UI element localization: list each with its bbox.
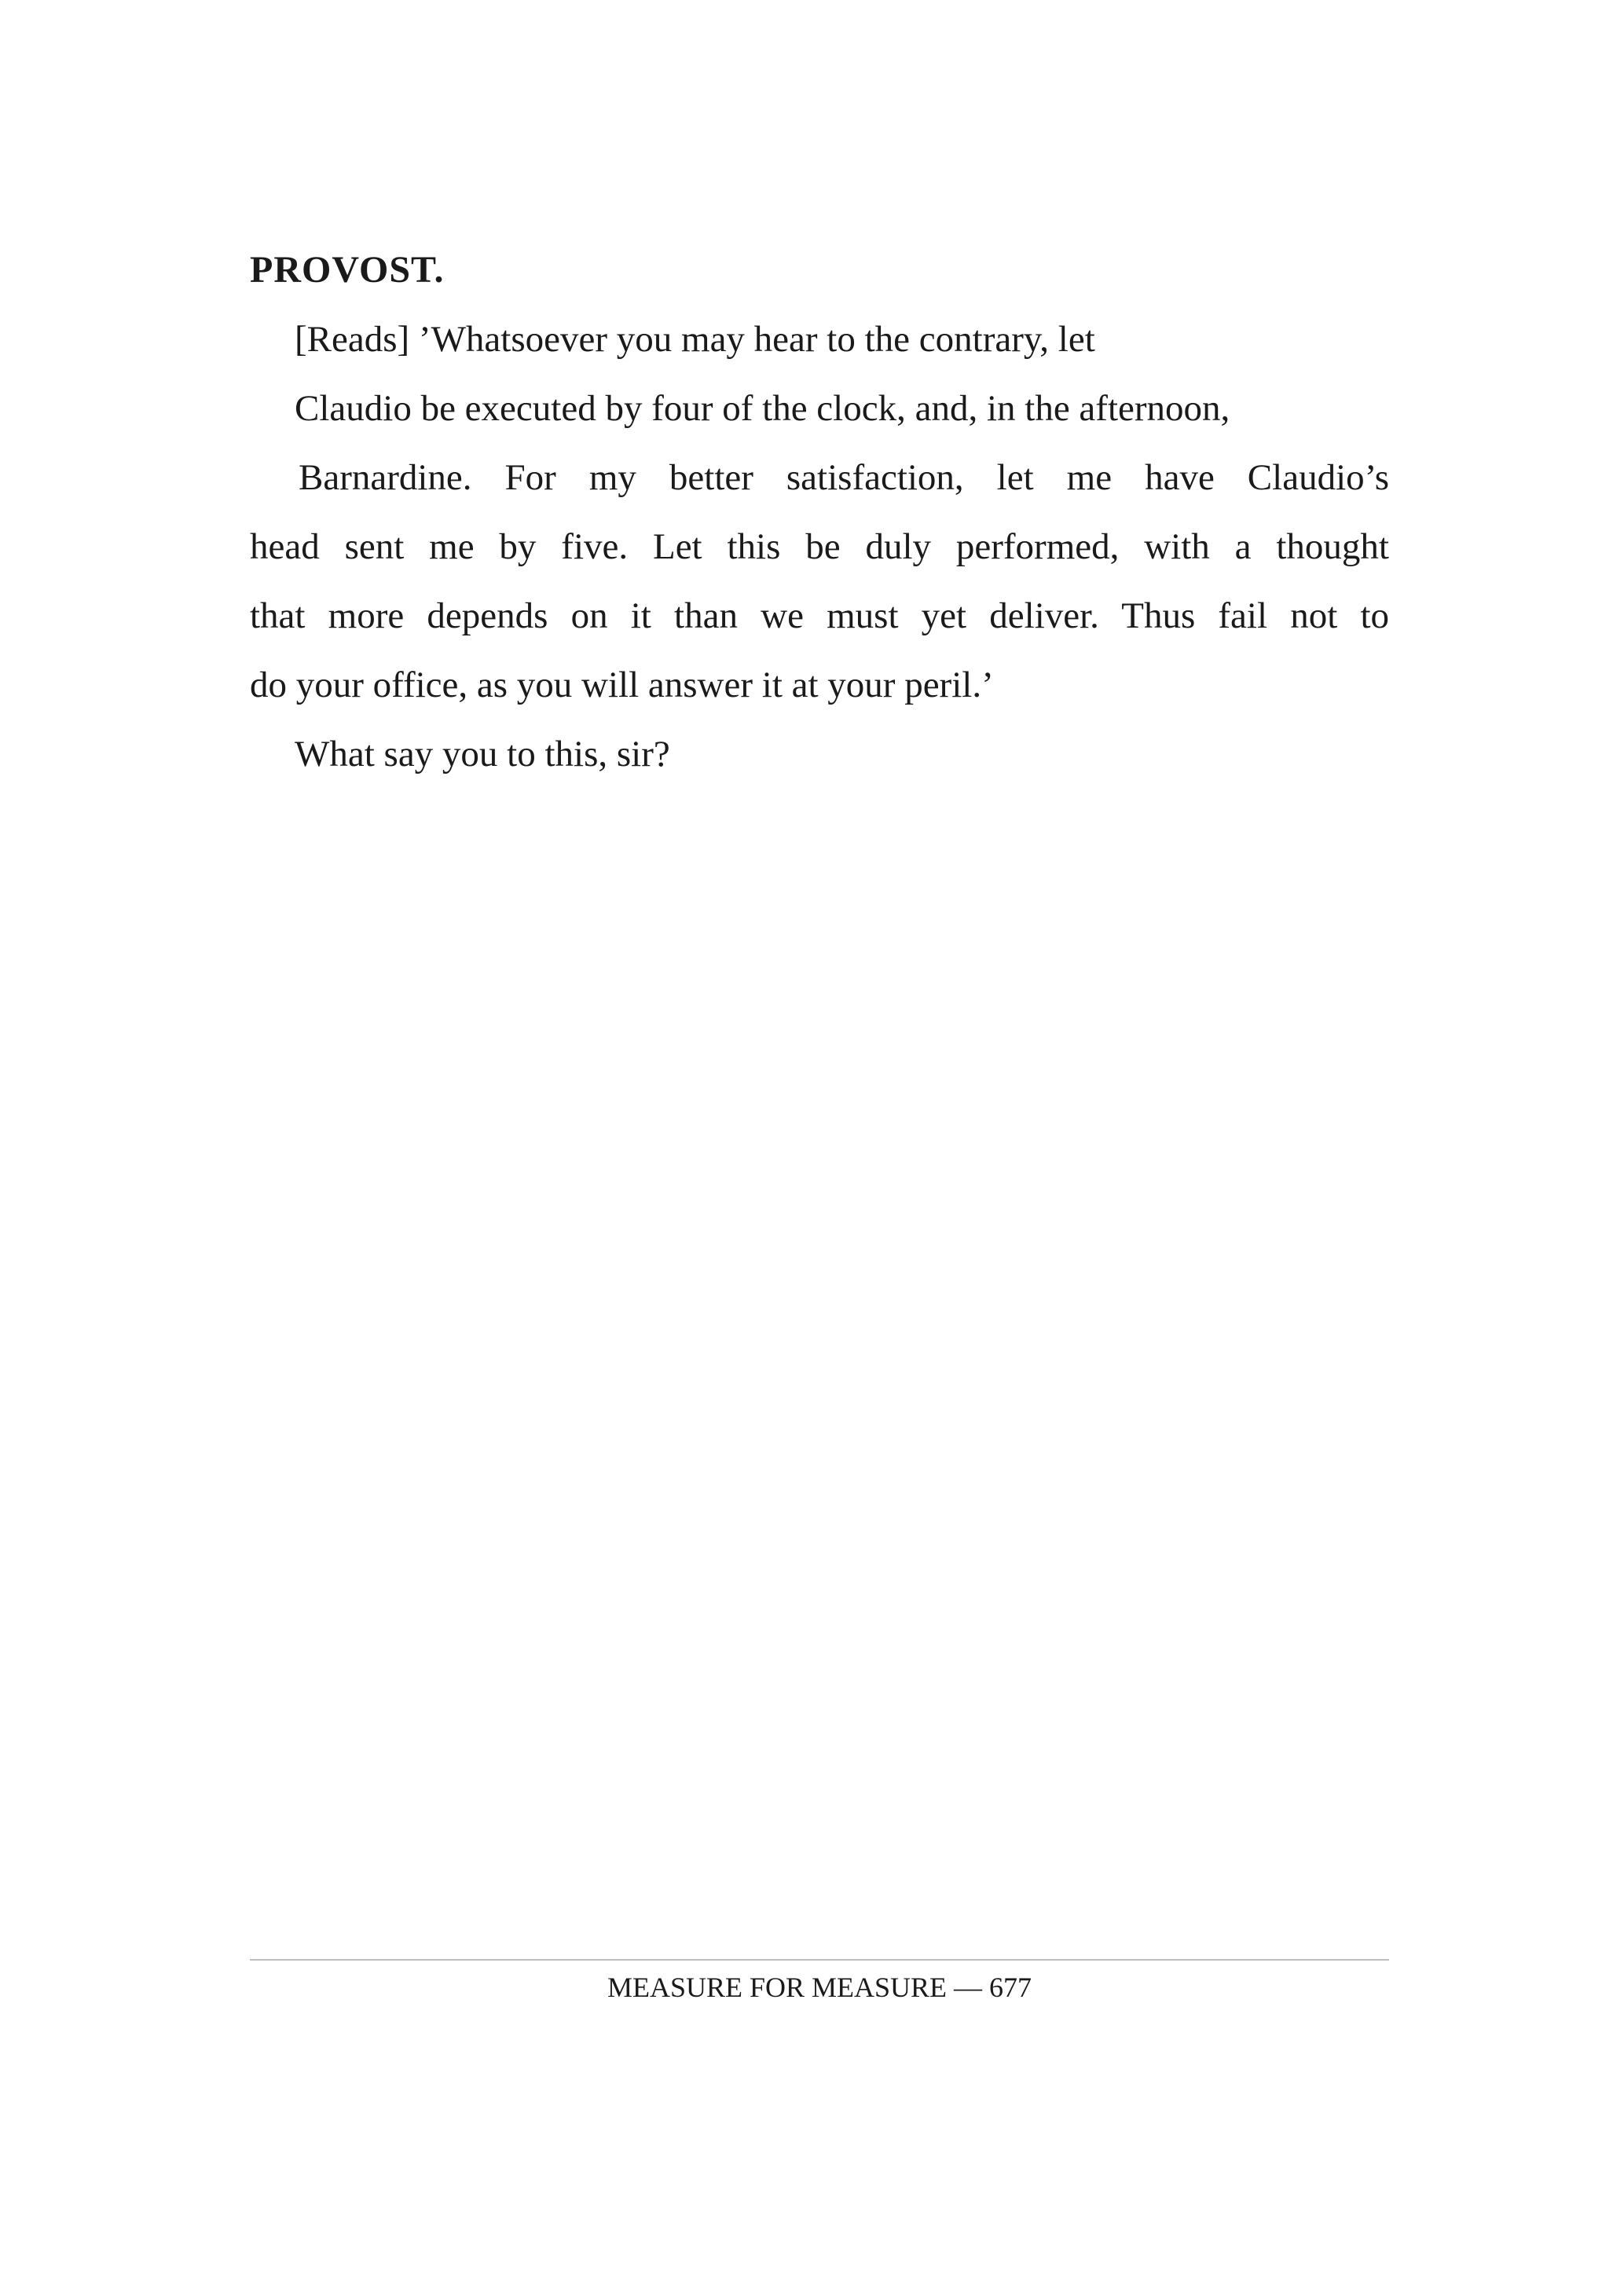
speech-line: head sent me by five. Let this be duly performed, with a thought <box>250 526 1389 567</box>
speech-line: that more depends on it than we must yet deliver. Thus fail not to <box>250 595 1389 636</box>
speech-line: do your office, as you will answer it at your peril.’ <box>250 665 994 705</box>
speech-line: Barnardine. For my better satisfaction, let me have Claudio’s <box>299 457 1389 498</box>
speech-line: [Reads] ’Whatsoever you may hear to the contrary, let <box>295 319 1095 360</box>
speech-line: Claudio be executed by four of the clock, and, in the afternoon, <box>295 388 1230 429</box>
speech-block <box>250 236 1389 789</box>
speaker-name: PROVOST. <box>250 249 445 291</box>
speech-line: What say you to this, sir? <box>295 734 670 774</box>
footer-divider <box>250 1959 1389 1961</box>
running-footer: MEASURE FOR MEASURE — 677 <box>607 1972 1032 2003</box>
